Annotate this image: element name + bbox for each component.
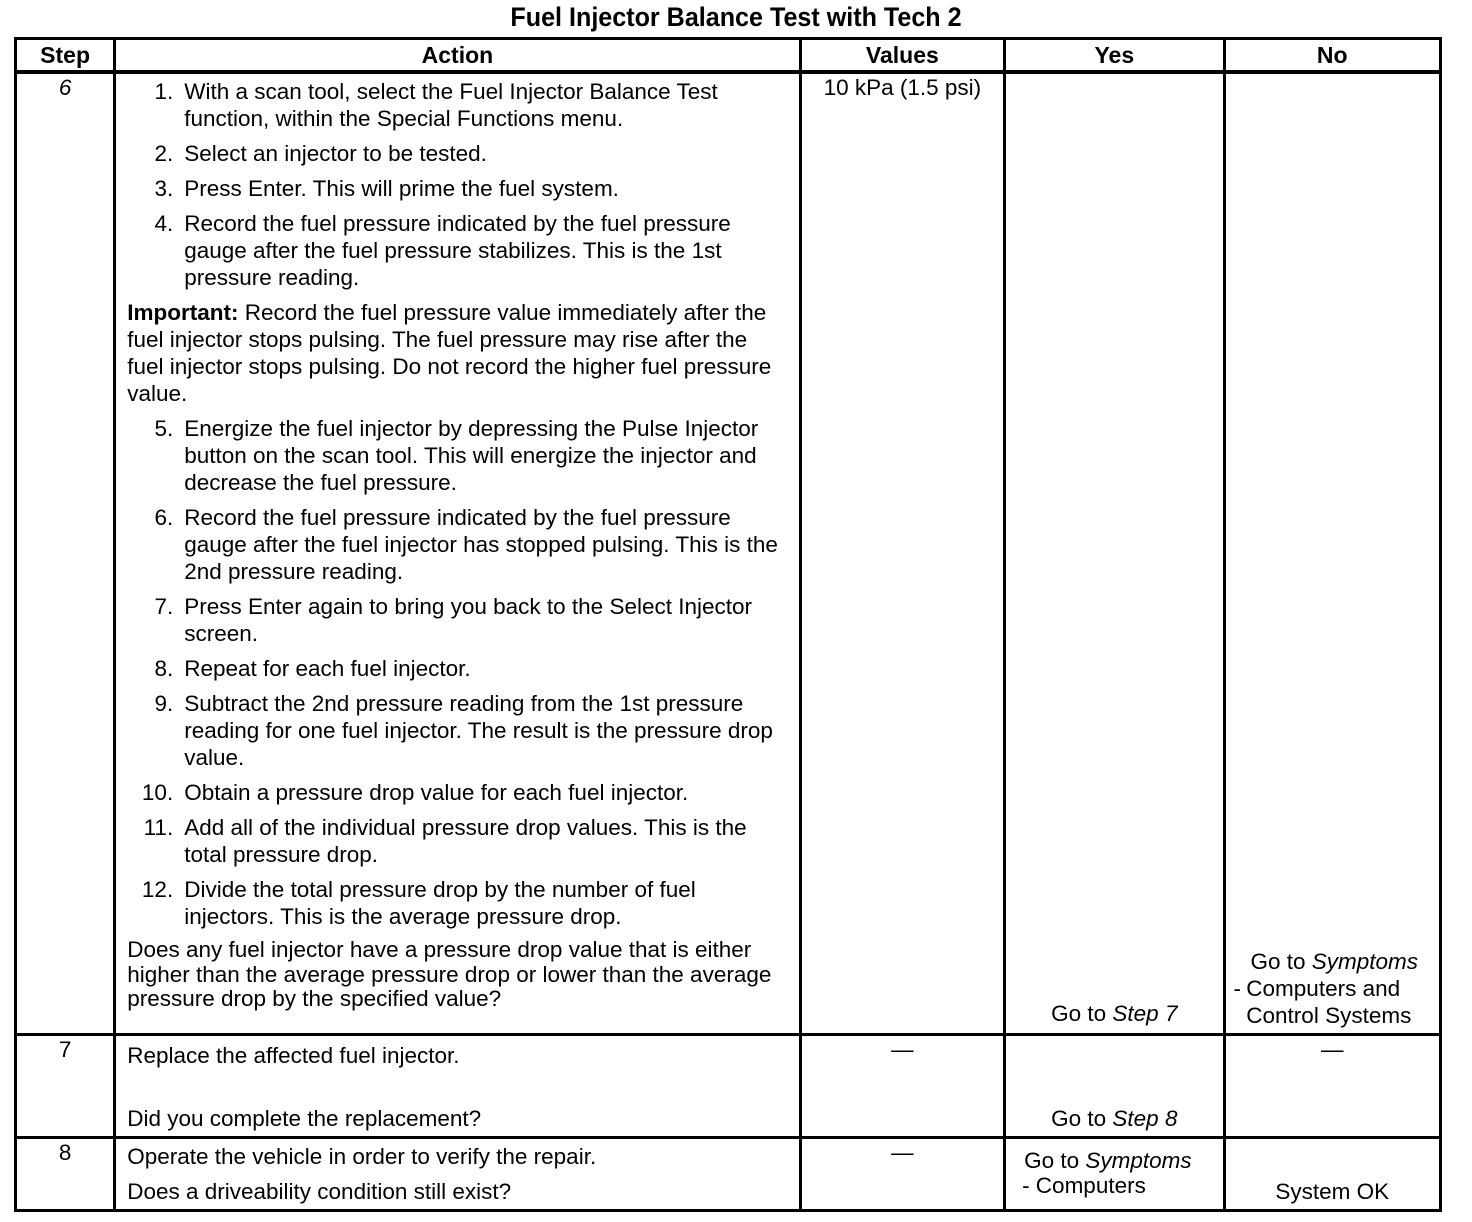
step-row-7	[16, 1034, 1441, 1137]
yes-cell	[1005, 1034, 1224, 1137]
yes-cell	[1005, 72, 1224, 1034]
document-title: Fuel Injector Balance Test with Tech 2	[510, 2, 962, 32]
important-label: Important:	[127, 300, 239, 325]
substep-item: 9. Subtract the 2nd pressure reading from the 1st pressure reading for one fuel injector. The result is the pressure drop value.	[154, 691, 773, 770]
yes-goto[interactable]: Go to Symptoms - Computers	[1022, 1147, 1192, 1198]
substep-list	[127, 415, 788, 930]
no-cell: —	[1224, 1034, 1440, 1137]
action-cell	[115, 1034, 800, 1137]
substep-item: 5. Energize the fuel injector by depressing the Pulse Injector button on the scan tool. This will energize the injector and decrease the fuel pressure.	[154, 416, 759, 495]
substep-item: 2. Select an injector to be tested.	[154, 141, 487, 166]
procedure-table	[14, 37, 1442, 1212]
header-no: No	[1224, 39, 1440, 73]
header-row	[16, 39, 1441, 73]
header-values: Values	[800, 39, 1004, 73]
step-number: 8	[16, 1137, 115, 1210]
substep-list	[127, 78, 788, 291]
substep-item: 12. Divide the total pressure drop by the number of fuel injectors. This is the average pressure drop.	[141, 877, 696, 929]
yes-goto[interactable]: Go to Step 8	[1051, 1105, 1178, 1131]
step-number: 6	[16, 72, 115, 1034]
step-row-8	[16, 1137, 1441, 1210]
substep-item: 10. Obtain a pressure drop value for each fuel injector.	[141, 780, 689, 805]
action-text: Replace the affected fuel injector.	[127, 1042, 460, 1068]
substep-item: 11. Add all of the individual pressure drop values. This is the total pressure drop.	[143, 815, 747, 867]
no-goto[interactable]: Go to Symptoms - Computers and Control Systems	[1233, 948, 1419, 1028]
header-action: Action	[115, 39, 800, 73]
yes-cell	[1005, 1137, 1224, 1210]
step-number: 7	[16, 1034, 115, 1137]
values-cell: 10 kPa (1.5 psi)	[800, 72, 1004, 1034]
no-cell	[1224, 72, 1440, 1034]
step-question: Does a driveability condition still exist?	[127, 1178, 512, 1204]
yes-goto[interactable]: Go to Step 7	[1051, 1000, 1178, 1026]
no-cell	[1224, 1137, 1440, 1210]
substep-item: 7. Press Enter again to bring you back to the Select Injector screen.	[154, 594, 753, 646]
substep-item: 6. Record the fuel pressure indicated by the fuel pressure gauge after the fuel injector has stopped pulsing. This is the 2nd pressure reading.	[154, 505, 778, 584]
substep-item: 8. Repeat for each fuel injector.	[154, 656, 471, 681]
substep-item: 4. Record the fuel pressure indicated by the fuel pressure gauge after the fuel pressure stabilizes. This is the 1st pressure reading.	[154, 211, 731, 290]
values-cell: —	[800, 1034, 1004, 1137]
important-note: Important: Record the fuel pressure value immediately after the fuel injector stops pulsing. The fuel pressure may rise after the fuel injector stops pulsing. Do not record the higher fuel pressure value.	[127, 300, 772, 406]
step-row-6	[16, 72, 1441, 1034]
action-text: Operate the vehicle in order to verify the repair.	[127, 1143, 597, 1169]
substep-item: 1. With a scan tool, select the Fuel Injector Balance Test function, within the Special Functions menu.	[154, 79, 718, 131]
header-step: Step	[16, 39, 115, 73]
values-cell: —	[800, 1137, 1004, 1210]
step-question: Does any fuel injector have a pressure drop value that is either higher than the average pressure drop or lower than the average pressure drop by the specified value?	[127, 937, 772, 1011]
substep-item: 3. Press Enter. This will prime the fuel system.	[154, 176, 619, 201]
step-question: Did you complete the replacement?	[127, 1105, 482, 1131]
action-cell	[115, 1137, 800, 1210]
no-result: System OK	[1275, 1178, 1390, 1204]
header-yes: Yes	[1005, 39, 1224, 73]
action-cell	[115, 72, 800, 1034]
